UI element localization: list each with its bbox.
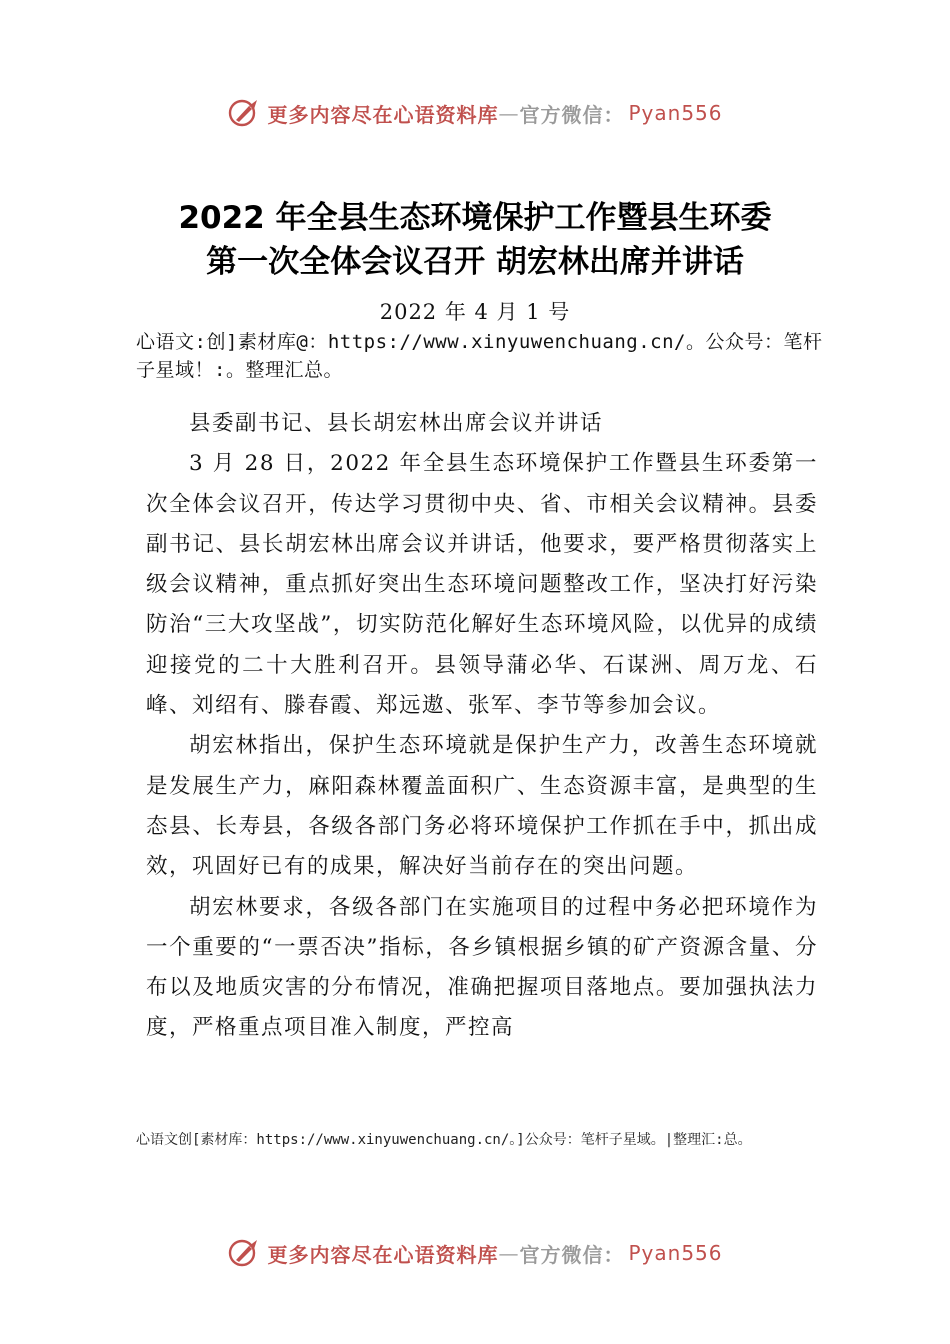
article-paragraph: 胡宏林要求，各级各部门在实施项目的过程中务必把环境作为一个重要的“一票否决”指标，各乡镇根据乡镇的矿产资源含量、分布以及地质灾害的分布情况，准确把握项目落地点。要加强执法力度，严格重点项目准入制度，严控高 xyxy=(146,894,818,1041)
footer-source-note: 心语文创[素材库：https://www.xinyuwenchuang.cn/。]公众号：笔杆子星域。|整理汇:总。 xyxy=(136,1132,752,1148)
banner-wechat-id: Pyan556 xyxy=(628,101,723,125)
article-paragraph: 县委副书记、县长胡宏林出席会议并讲话 xyxy=(189,411,604,436)
banner-wechat-label: 官方微信： xyxy=(519,1242,625,1267)
article-title-line-2: 第一次全体会议召开 胡宏林出席并讲话 xyxy=(206,244,744,280)
top-banner xyxy=(0,98,950,128)
article-body xyxy=(146,404,818,1049)
quill-pen-logo-icon xyxy=(227,98,261,128)
bottom-banner xyxy=(0,1238,950,1268)
banner-wechat-label: 官方微信： xyxy=(519,102,625,127)
banner-separator: — xyxy=(498,1241,520,1265)
article-date: 2022 年 4 月 1 号 xyxy=(379,300,571,324)
banner-brand: 更多内容尽在心语资料库 xyxy=(267,1242,499,1267)
banner-separator: — xyxy=(498,101,520,125)
article-title-line-1: 2022 年全县生态环境保护工作暨县生环委 xyxy=(178,200,772,236)
quill-pen-logo-icon xyxy=(227,1238,261,1268)
article-paragraph: 胡宏林指出，保护生态环境就是保护生产力，改善生态环境就是发展生产力，麻阳森林覆盖面积广、生态资源丰富，是典型的生态县、长寿县，各级各部门务必将环境保护工作抓在手中，抓出成效，巩固好已有的成果，解决好当前存在的突出问题。 xyxy=(146,733,818,880)
banner-wechat-id: Pyan556 xyxy=(628,1241,723,1265)
source-note: 心语文:创]素材库@：https://www.xinyuwenchuang.cn/。公众号：笔杆子星域！:。整理汇总。 xyxy=(136,331,823,381)
article-paragraph: 3 月 28 日，2022 年全县生态环境保护工作暨县生环委第一次全体会议召开，传达学习贯彻中央、省、市相关会议精神。县委副书记、县长胡宏林出席会议并讲话，他要求，要严格贯彻落实上级会议精神，重点抓好突出生态环境问题整改工作，坚决打好污染防治“三大攻坚战”，切实防范化解好生态环境风险，以优异的成绩迎接党的二十大胜利召开。县领导蒲必华、石谋洲、周万龙、石峰、刘绍有、滕春霞、郑远遨、张军、李节等参加会议。 xyxy=(146,451,818,719)
banner-brand: 更多内容尽在心语资料库 xyxy=(267,102,499,127)
